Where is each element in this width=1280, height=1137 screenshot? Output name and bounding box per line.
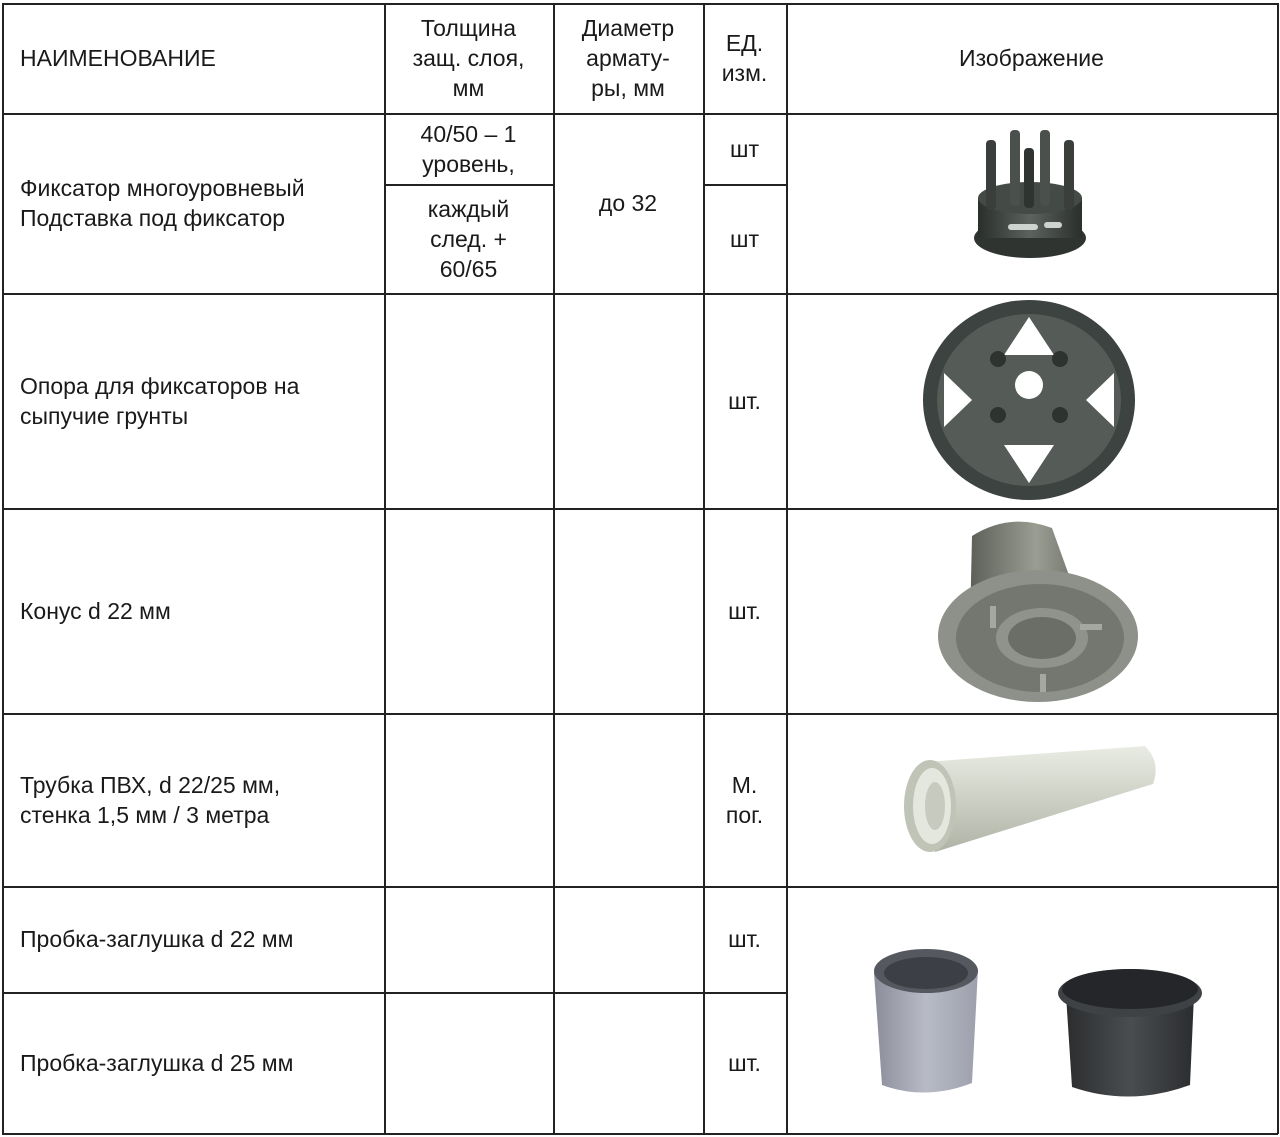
- row-name: Фиксатор многоуровневый Подставка под фиксатор: [20, 175, 305, 231]
- header-thickness: Толщина защ. слоя, мм: [412, 15, 525, 101]
- row-unit-top: шт: [730, 135, 759, 162]
- row-unit: М. пог.: [725, 771, 764, 828]
- row-unit: шт.: [728, 387, 761, 414]
- header-image: Изображение: [959, 45, 1104, 71]
- row-thickness-top: 40/50 – 1 уровень,: [420, 120, 517, 177]
- header-name: НАИМЕНОВАНИЕ: [20, 45, 216, 71]
- row-name: Пробка-заглушка d 25 мм: [20, 1049, 294, 1076]
- row-unit: шт.: [728, 597, 761, 624]
- row-unit: шт.: [728, 1049, 761, 1076]
- support-disc-image: [918, 297, 1140, 503]
- header-unit: ЕД. изм.: [721, 30, 768, 86]
- cone-image: [930, 516, 1140, 706]
- row-name: Трубка ПВХ, d 22/25 мм, стенка 1,5 мм / 3 метра: [20, 771, 281, 828]
- plug-cap-image: [868, 945, 1218, 1105]
- multilevel-fixer-image: [960, 126, 1100, 266]
- pvc-tube-image: [895, 740, 1165, 865]
- header-diameter: Диаметр армату- ры, мм: [581, 15, 675, 101]
- column-divider: [786, 3, 788, 1134]
- table-border-bottom: [2, 1133, 1278, 1135]
- row-name: Опора для фиксаторов на сыпучие грунты: [20, 372, 300, 429]
- row-diameter: до 32: [598, 190, 658, 216]
- row-unit-bottom: шт: [730, 225, 759, 252]
- table-border-right: [1277, 3, 1279, 1134]
- row-thickness-bottom: каждый след. + 60/65: [427, 195, 510, 282]
- row-unit: шт.: [728, 926, 761, 952]
- row-name: Пробка-заглушка d 22 мм: [20, 926, 294, 952]
- row-name: Конус d 22 мм: [20, 597, 171, 624]
